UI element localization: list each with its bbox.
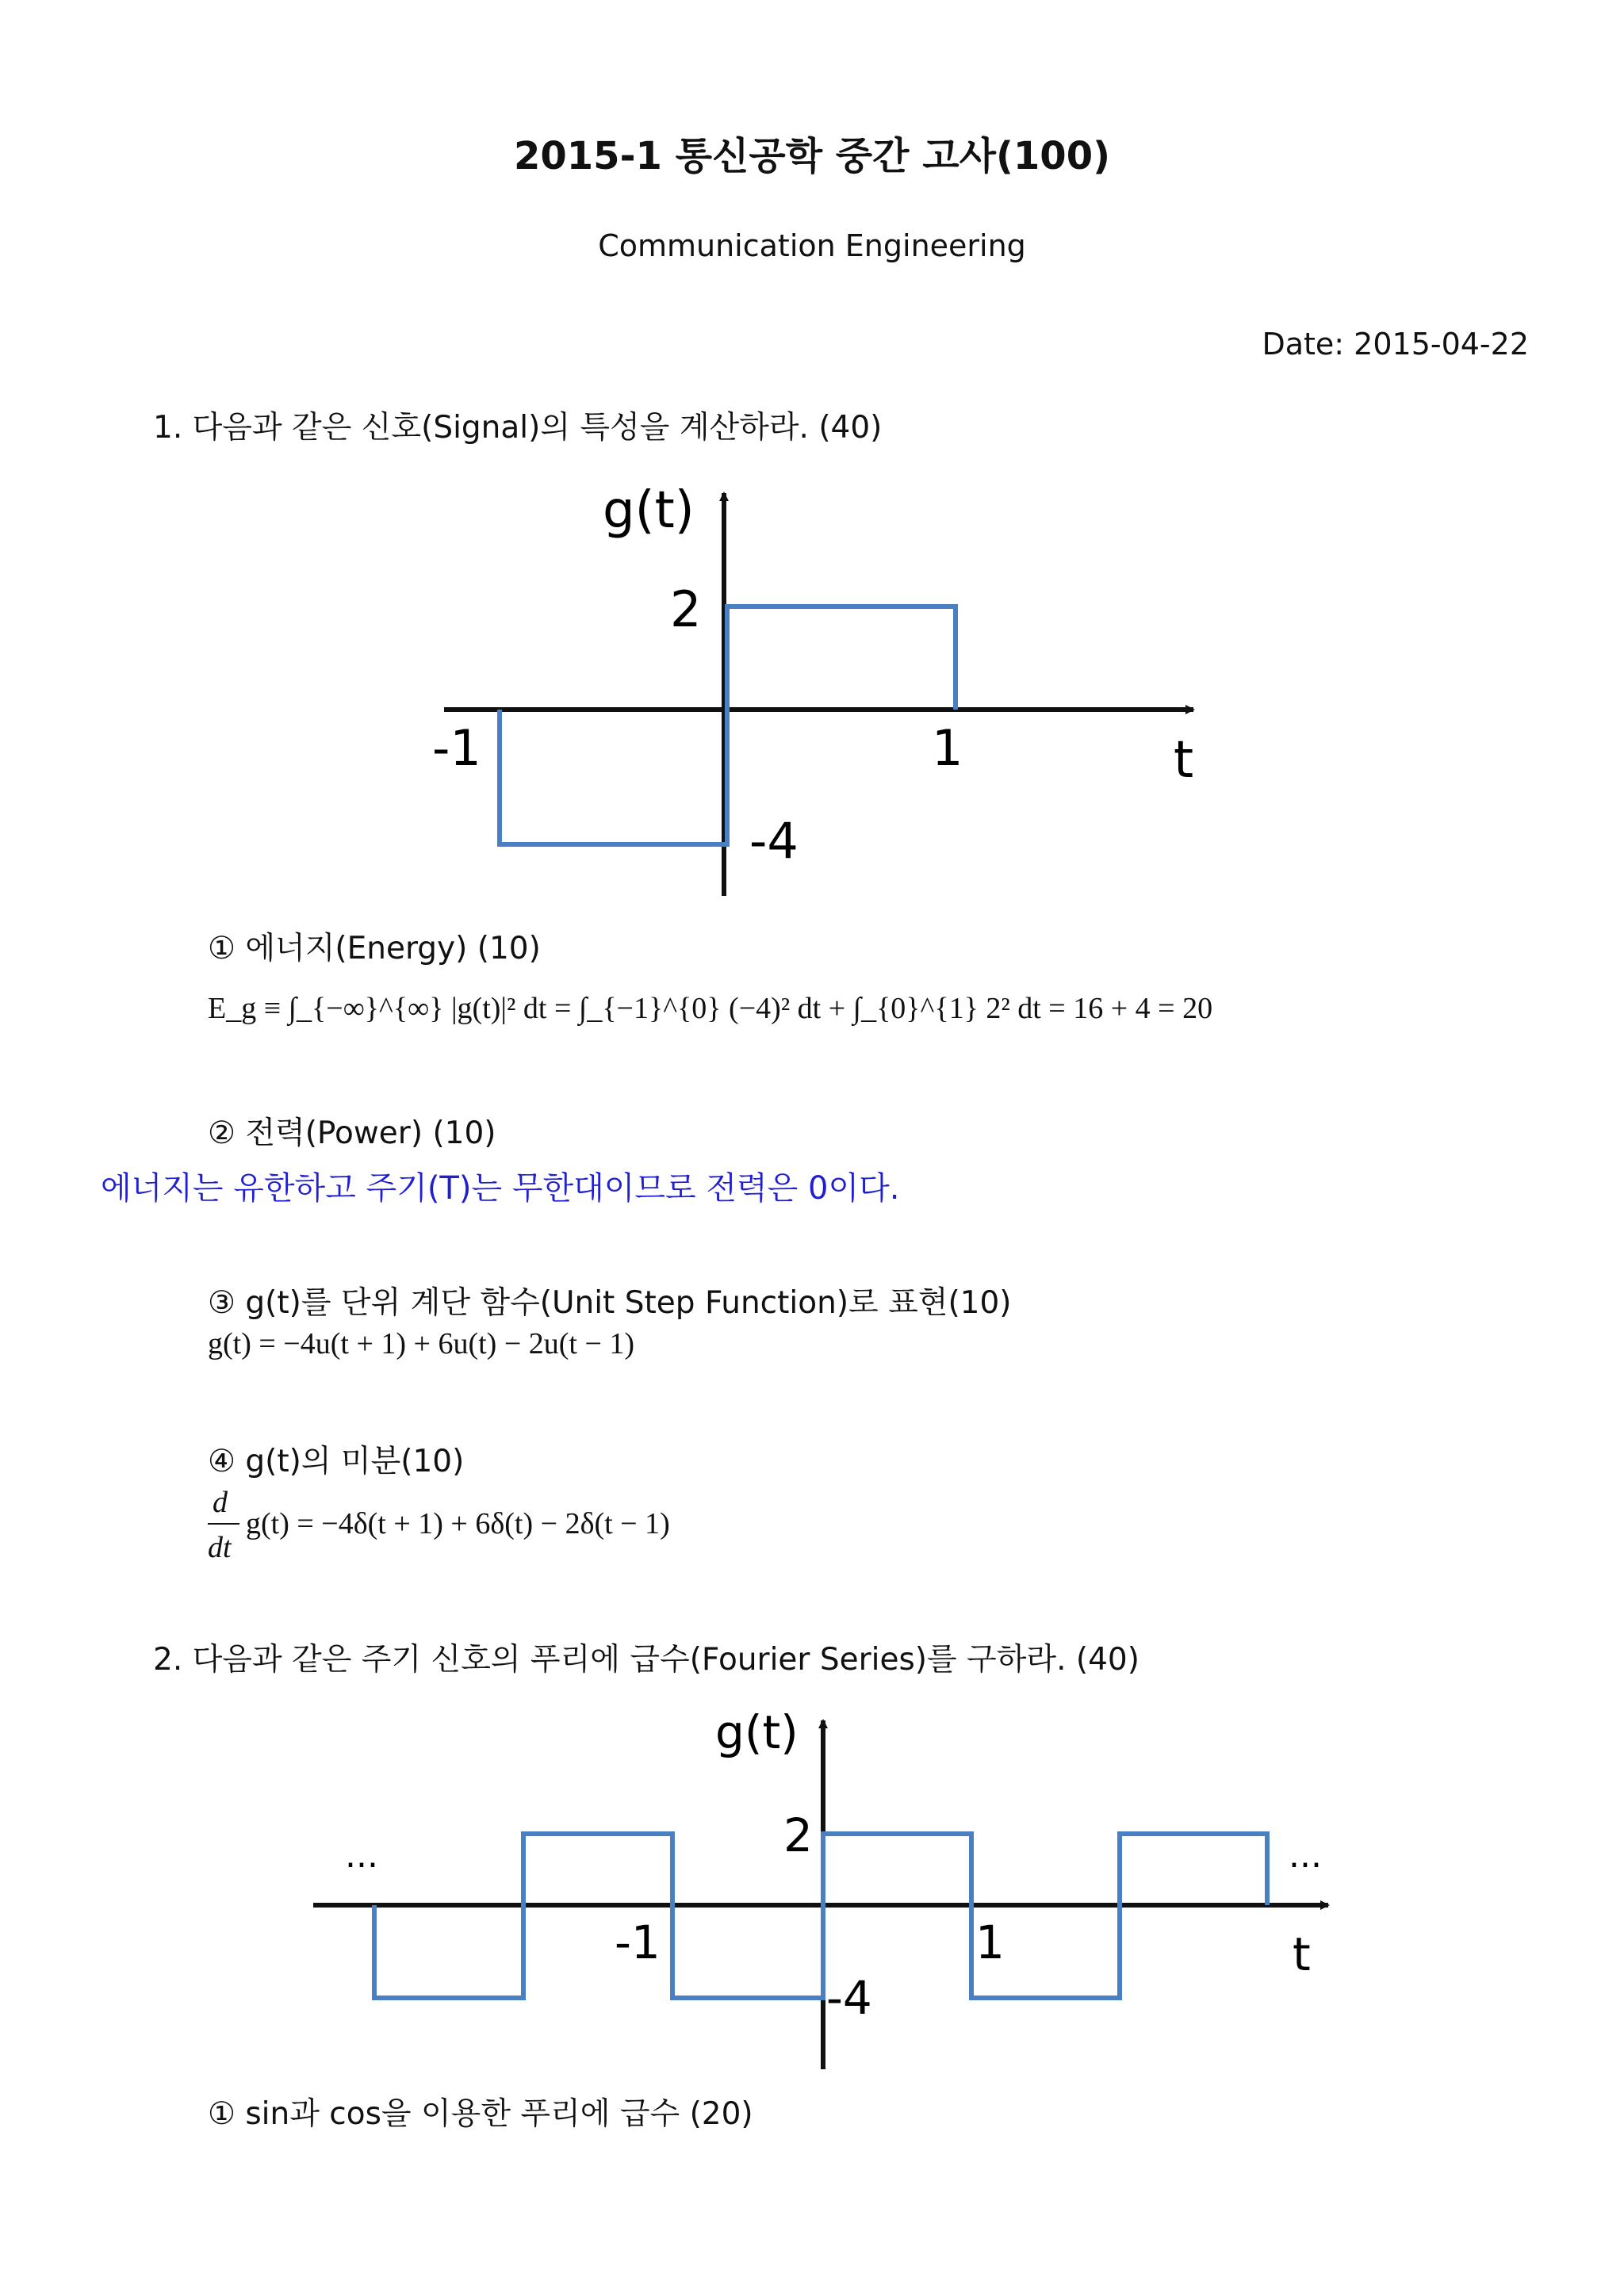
signal-graph-1 <box>412 468 1205 904</box>
x-axis-label: t <box>1174 731 1194 790</box>
x-tick-neg1: -1 <box>615 1915 661 1969</box>
power-answer: 에너지는 유한하고 주기(T)는 무한대이므로 전력은 0이다. <box>101 1170 900 1207</box>
y-axis-label: g(t) <box>603 481 695 540</box>
fraction-bar <box>208 1523 239 1525</box>
power-label: ② 전력(Power) (10) <box>208 1115 496 1151</box>
x-axis-label: t <box>1293 1927 1311 1981</box>
energy-formula: E_g ≡ ∫_{−∞}^{∞} |g(t)|² dt = ∫_{−1}^{0} (−4)² dt + ∫_{0}^{1} 2² dt = 16 + 4 = 20 <box>208 992 1213 1025</box>
derivative-formula: g(t) = −4δ(t + 1) + 6δ(t) − 2δ(t − 1) <box>246 1507 670 1540</box>
unit-step-label: ③ g(t)를 단위 계단 함수(Unit Step Function)로 표현(10) <box>208 1285 1012 1321</box>
y-axis-label: g(t) <box>715 1705 799 1759</box>
fourier-sub1-label: ① sin과 cos을 이용한 푸리에 급수 (20) <box>208 2096 753 2132</box>
question-2: 2. 다음과 같은 주기 신호의 푸리에 급수(Fourier Series)를 구하라. (40) <box>153 1642 1139 1678</box>
exam-date: Date: 2015-04-22 <box>1262 327 1529 362</box>
x-tick-1: 1 <box>975 1915 1005 1969</box>
derivative-label: ④ g(t)의 미분(10) <box>208 1444 465 1479</box>
y-tick-2: 2 <box>670 580 702 638</box>
ellipsis-left: ... <box>345 1835 378 1876</box>
x-tick-neg1: -1 <box>432 719 481 777</box>
signal-trace <box>500 607 956 844</box>
page-title: 2015-1 통신공학 중간 고사(100) <box>513 134 1111 178</box>
derivative-denominator: dt <box>208 1531 232 1564</box>
derivative-numerator: d <box>213 1486 228 1519</box>
y-tick-neg4: -4 <box>826 1971 872 2025</box>
signal-graph-2 <box>309 1697 1348 2077</box>
question-1: 1. 다음과 같은 신호(Signal)의 특성을 계산하라. (40) <box>153 410 883 446</box>
page-subtitle: Communication Engineering <box>598 228 1026 263</box>
y-tick-neg4: -4 <box>749 812 799 870</box>
unit-step-formula: g(t) = −4u(t + 1) + 6u(t) − 2u(t − 1) <box>208 1327 635 1360</box>
x-tick-1: 1 <box>932 719 963 777</box>
energy-label: ① 에너지(Energy) (10) <box>208 931 541 966</box>
y-tick-2: 2 <box>783 1808 813 1862</box>
signal-trace <box>374 1834 1267 1998</box>
ellipsis-right: ... <box>1289 1835 1322 1876</box>
